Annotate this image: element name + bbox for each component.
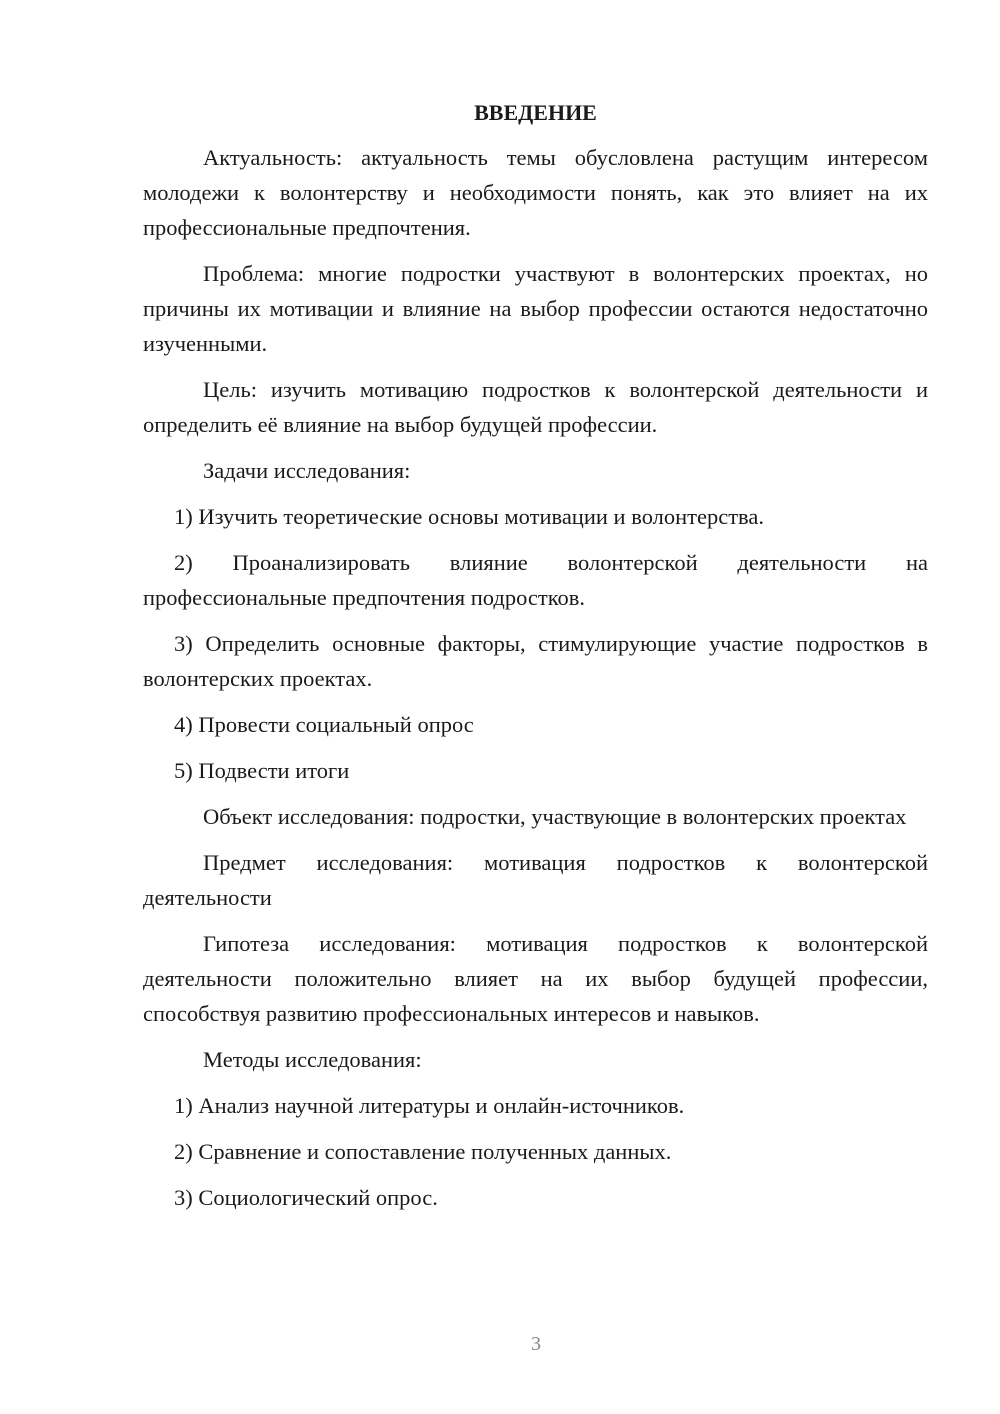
document-body xyxy=(143,95,928,1226)
problem-paragraph: Проблема: многие подростки участвуют в волонтерских проектах, но причины их мотивации и влияние на выбор профессии остаются недостаточно изученными. xyxy=(143,261,928,356)
method-item: 2) Сравнение и сопоставление полученных данных. xyxy=(174,1139,672,1164)
hypothesis-paragraph: Гипотеза исследования: мотивация подростков к волонтерской деятельности положительно влияет на их выбор будущей профессии, способствуя развитию профессиональных интересов и навыков. xyxy=(143,931,928,1026)
goal-paragraph: Цель: изучить мотивацию подростков к волонтерской деятельности и определить её влияние на выбор будущей профессии. xyxy=(143,377,928,437)
method-item: 3) Социологический опрос. xyxy=(174,1185,438,1210)
subject-paragraph: Предмет исследования: мотивация подростков к волонтерской деятельности xyxy=(143,850,928,910)
task-item: 1) Изучить теоретические основы мотивации и волонтерства. xyxy=(174,504,764,529)
object-paragraph: Объект исследования: подростки, участвующие в волонтерских проектах xyxy=(203,804,907,829)
page-number: 3 xyxy=(531,1333,541,1355)
relevance-paragraph: Актуальность: актуальность темы обусловлена растущим интересом молодежи к волонтерству и необходимости понять, как это влияет на их профессиональные предпочтения. xyxy=(143,145,928,240)
methods-heading: Методы исследования: xyxy=(203,1047,422,1072)
task-item: 4) Провести социальный опрос xyxy=(174,712,474,737)
task-item: 3) Определить основные факторы, стимулирующие участие подростков в волонтерских проектах. xyxy=(143,631,928,691)
task-item: 5) Подвести итоги xyxy=(174,758,350,783)
tasks-heading: Задачи исследования: xyxy=(203,458,411,483)
task-item: 2) Проанализировать влияние волонтерской деятельности на профессиональные предпочтения подростков. xyxy=(143,550,928,610)
method-item: 1) Анализ научной литературы и онлайн-источников. xyxy=(174,1093,685,1118)
section-title: ВВЕДЕНИЕ xyxy=(474,100,597,125)
